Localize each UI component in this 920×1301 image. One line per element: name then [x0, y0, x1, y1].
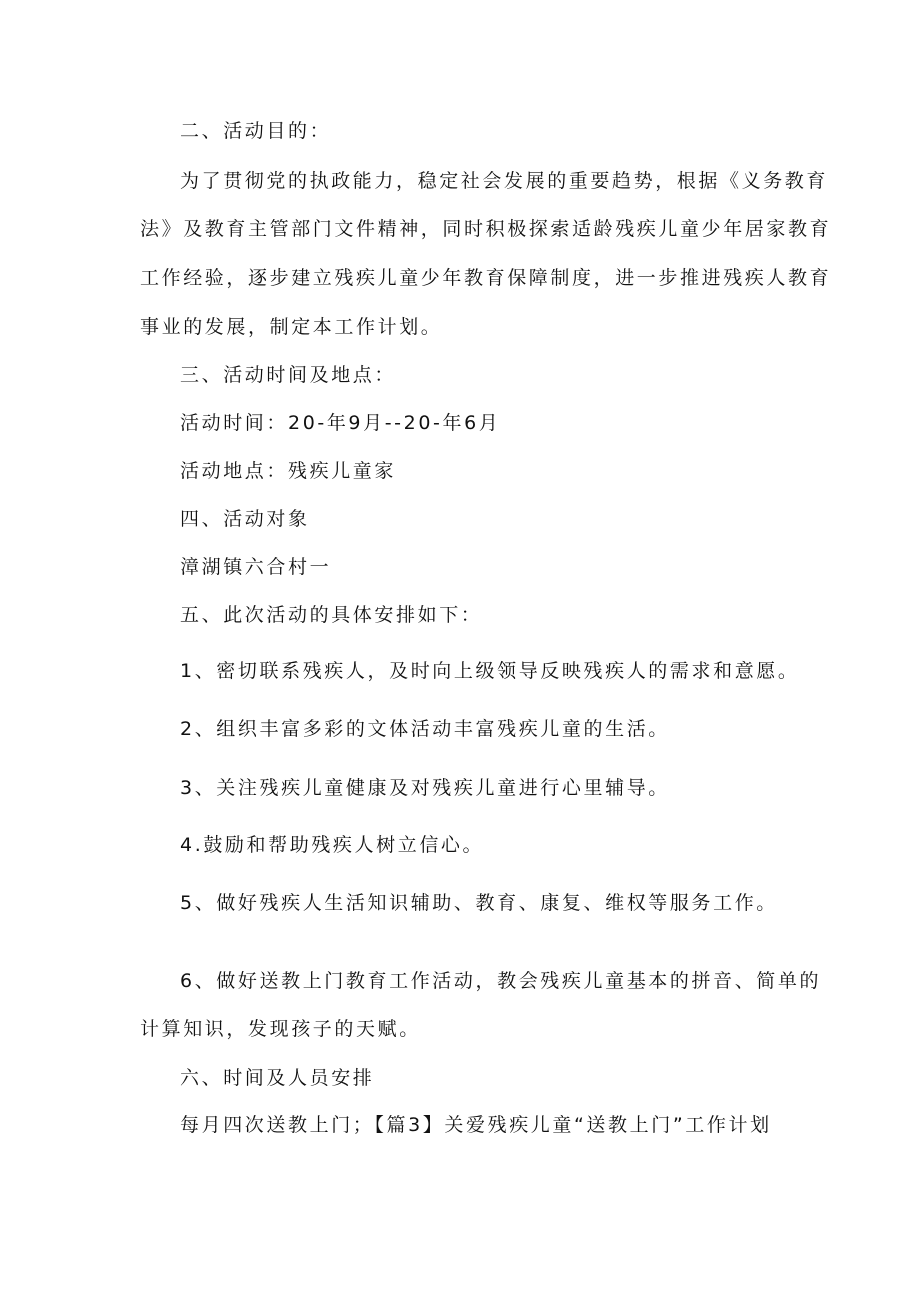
activity-time: 活动时间：20-年9月--20-年6月: [180, 412, 501, 434]
section-3-heading: 三、活动时间及地点：: [180, 364, 397, 386]
paragraph-line: 为了贯彻党的执政能力，稳定社会发展的重要趋势，根据《义务教育: [180, 170, 829, 192]
section-5-heading: 五、此次活动的具体安排如下：: [180, 604, 483, 626]
paragraph-line: 法》及教育主管部门文件精神，同时积极探索适龄残疾儿童少年居家教育: [140, 218, 832, 240]
paragraph-line: 工作经验，逐步建立残疾儿童少年教育保障制度，进一步推进残疾人教育: [140, 267, 832, 289]
list-item-continuation: 计算知识，发现孩子的天赋。: [140, 1018, 421, 1040]
list-item: 6、做好送教上门教育工作活动，教会残疾儿童基本的拼音、简单的: [180, 970, 822, 992]
activity-target: 漳湖镇六合村一: [180, 556, 332, 578]
list-item: 4.鼓励和帮助残疾人树立信心。: [180, 834, 485, 856]
activity-place: 活动地点：残疾儿童家: [180, 460, 397, 482]
list-item: 5、做好残疾人生活知识辅助、教育、康复、维权等服务工作。: [180, 892, 778, 914]
section-6-text: 每月四次送教上门；【篇3】关爱残疾儿童“送教上门”工作计划: [180, 1114, 772, 1136]
list-item: 1、密切联系残疾人，及时向上级领导反映残疾人的需求和意愿。: [180, 660, 800, 682]
section-2-heading: 二、活动目的：: [180, 120, 332, 142]
paragraph-line: 事业的发展，制定本工作计划。: [140, 316, 443, 338]
list-item: 3、关注残疾儿童健康及对残疾儿童进行心里辅导。: [180, 777, 670, 799]
section-6-heading: 六、时间及人员安排: [180, 1067, 375, 1089]
list-item: 2、组织丰富多彩的文体活动丰富残疾儿童的生活。: [180, 718, 670, 740]
section-4-heading: 四、活动对象: [180, 508, 310, 530]
